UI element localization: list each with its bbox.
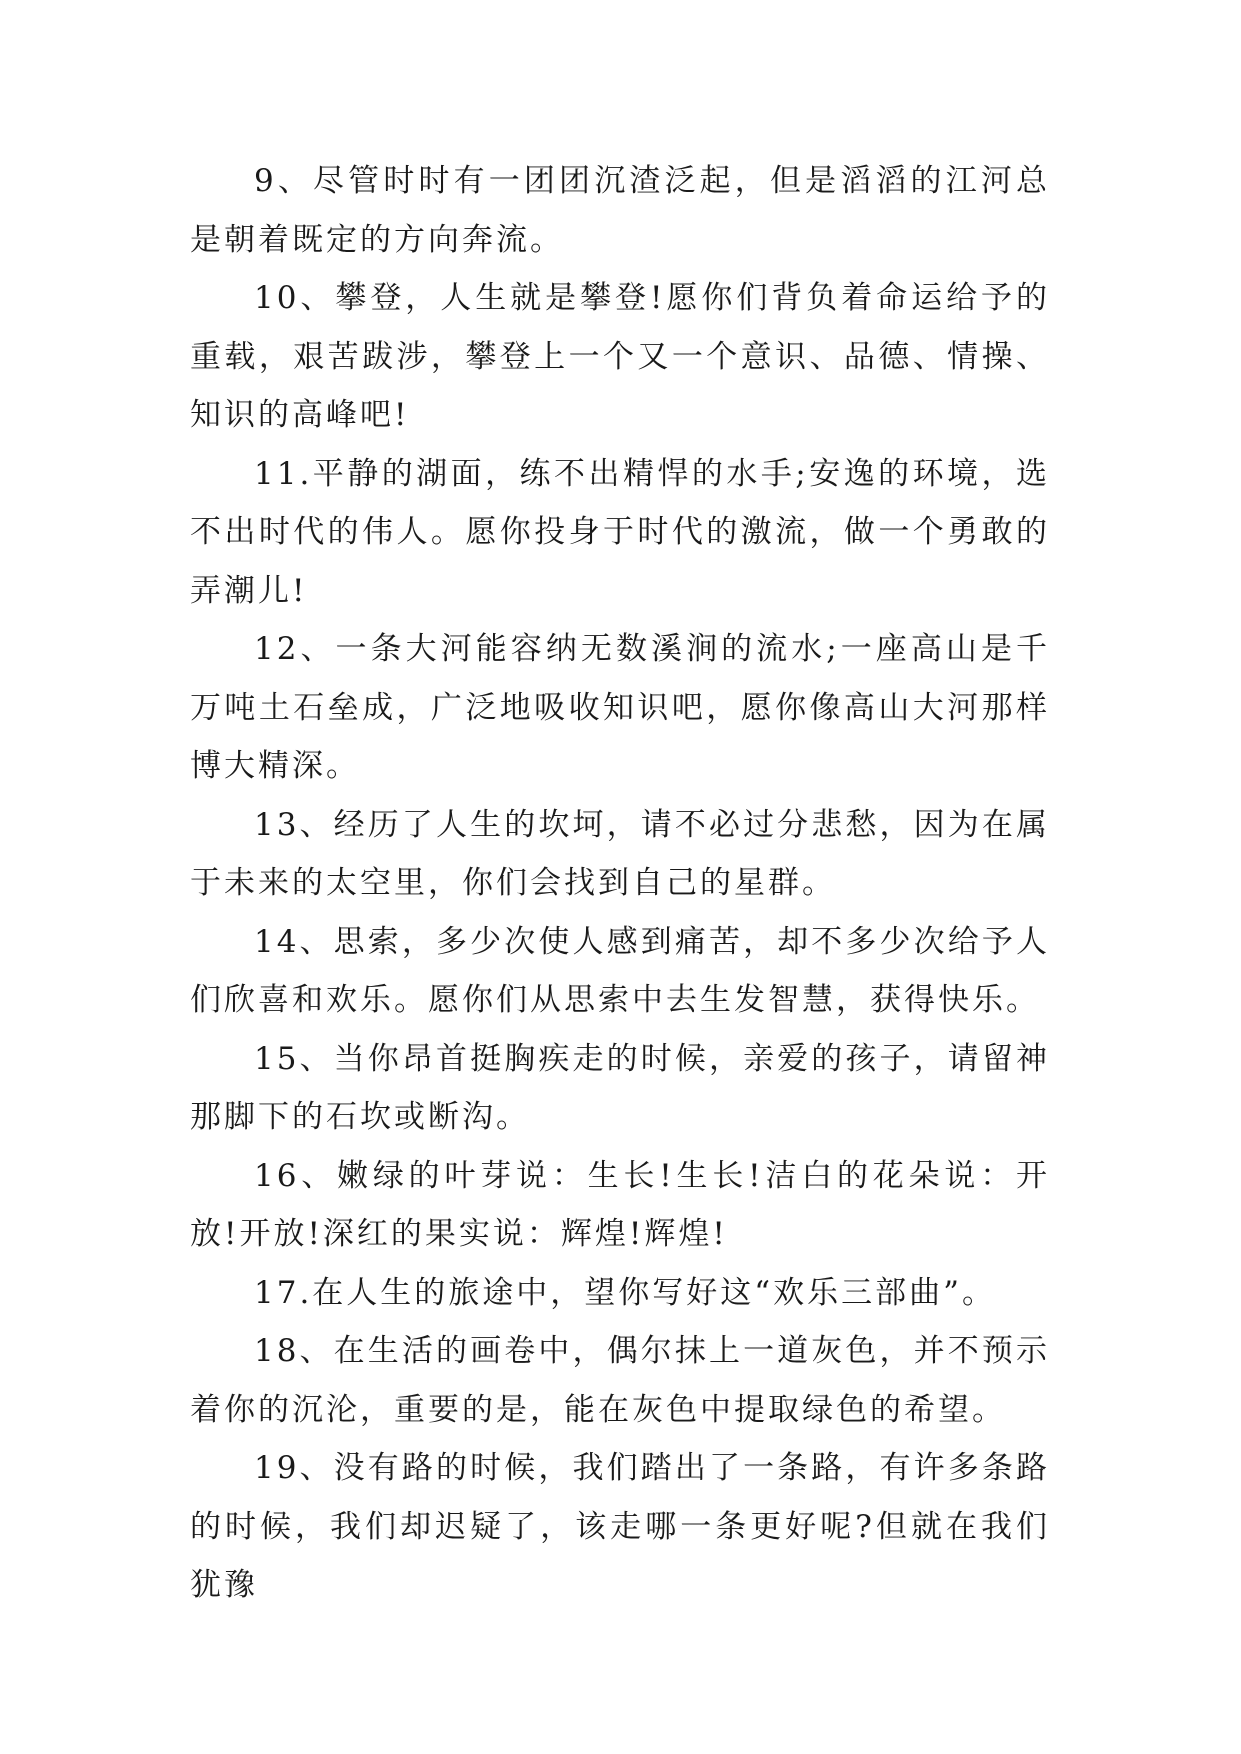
paragraph-12: 12、一条大河能容纳无数溪涧的流水;一座高山是千万吨土石垒成，广泛地吸收知识吧，愿你像高山大河那样博大精深。 <box>190 631 1050 784</box>
paragraph-11: 11.平静的湖面，练不出精悍的水手;安逸的环境，选不出时代的伟人。愿你投身于时代的激流，做一个勇敢的弄潮儿! <box>190 455 1050 609</box>
paragraph-15: 15、当你昂首挺胸疾走的时候，亲爱的孩子，请留神那脚下的石坎或断沟。 <box>190 1040 1050 1135</box>
document-body <box>190 152 1050 1615</box>
paragraph-17: 17.在人生的旅途中，望你写好这“欢乐三部曲”。 <box>254 1274 996 1311</box>
paragraph-18: 18、在生活的画卷中，偶尔抹上一道灰色，并不预示着你的沉沦，重要的是，能在灰色中提取绿色的希望。 <box>190 1333 1050 1428</box>
paragraph-13: 13、经历了人生的坎坷，请不必过分悲愁，因为在属于未来的太空里，你们会找到自己的星群。 <box>190 806 1050 901</box>
paragraph-16: 16、嫩绿的叶芽说：生长!生长!洁白的花朵说：开放!开放!深红的果实说：辉煌!辉煌! <box>190 1157 1050 1252</box>
paragraph-9: 9、尽管时时有一团团沉渣泛起，但是滔滔的江河总是朝着既定的方向奔流。 <box>190 163 1050 258</box>
paragraph-10: 10、攀登，人生就是攀登!愿你们背负着命运给予的重载，艰苦跋涉，攀登上一个又一个意识、品德、情操、知识的高峰吧! <box>190 280 1050 433</box>
paragraph-14: 14、思索，多少次使人感到痛苦，却不多少次给予人们欣喜和欢乐。愿你们从思索中去生发智慧，获得快乐。 <box>190 923 1050 1018</box>
paragraph-19: 19、没有路的时候，我们踏出了一条路，有许多条路的时候，我们却迟疑了，该走哪一条更好呢?但就在我们犹豫 <box>190 1450 1050 1603</box>
